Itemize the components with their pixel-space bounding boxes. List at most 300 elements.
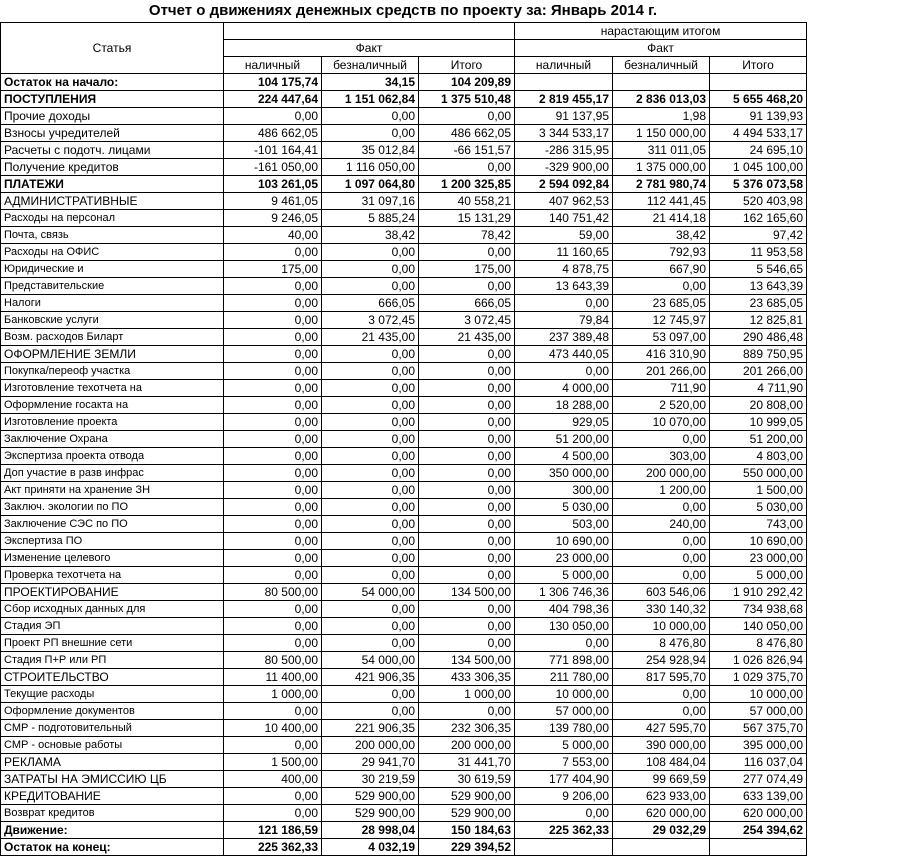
row-value: 0,00 — [419, 550, 515, 567]
table-row — [1, 618, 807, 635]
row-value: 0,00 — [224, 788, 322, 805]
row-value: 78,42 — [419, 227, 515, 244]
table-body — [1, 74, 807, 856]
row-value: 0,00 — [224, 108, 322, 125]
row-value: 225 362,33 — [515, 822, 613, 839]
row-value: 1 000,00 — [419, 686, 515, 703]
row-value: 620 000,00 — [613, 805, 710, 822]
row-value: 0,00 — [224, 533, 322, 550]
row-label: Доп участие в разв инфрас — [1, 465, 224, 482]
row-value: 0,00 — [419, 380, 515, 397]
row-value: 23 000,00 — [515, 550, 613, 567]
row-value: 2 781 980,74 — [613, 176, 710, 193]
row-value: 290 486,48 — [710, 329, 807, 346]
row-label: РЕКЛАМА — [1, 754, 224, 771]
row-value: 9 461,05 — [224, 193, 322, 210]
row-value: 3 072,45 — [322, 312, 419, 329]
row-value — [710, 74, 807, 91]
row-label: ПОСТУПЛЕНИЯ — [1, 91, 224, 108]
table-row — [1, 550, 807, 567]
row-value: 221 906,35 — [322, 720, 419, 737]
row-value: 0,00 — [419, 703, 515, 720]
row-value: 0,00 — [224, 414, 322, 431]
row-value: 9 206,00 — [515, 788, 613, 805]
row-label: Экспертиза проекта отвода — [1, 448, 224, 465]
row-value: 666,05 — [322, 295, 419, 312]
row-value: 0,00 — [419, 618, 515, 635]
row-value: 666,05 — [419, 295, 515, 312]
row-value: 54 000,00 — [322, 584, 419, 601]
row-value: 1 026 826,94 — [710, 652, 807, 669]
row-value: 1 375 510,48 — [419, 91, 515, 108]
row-label: СТРОИТЕЛЬСТВО — [1, 669, 224, 686]
row-value: 277 074,49 — [710, 771, 807, 788]
row-value: 91 139,93 — [710, 108, 807, 125]
row-value: 0,00 — [224, 448, 322, 465]
row-value: 0,00 — [419, 397, 515, 414]
table-row — [1, 278, 807, 295]
row-value: 433 306,35 — [419, 669, 515, 686]
row-value: 10 000,00 — [613, 618, 710, 635]
row-value: 224 447,64 — [224, 91, 322, 108]
row-value: 30 219,59 — [322, 771, 419, 788]
row-value: 21 435,00 — [419, 329, 515, 346]
row-value: 0,00 — [419, 278, 515, 295]
row-value: 0,00 — [224, 805, 322, 822]
row-value: 240,00 — [613, 516, 710, 533]
table-row — [1, 482, 807, 499]
row-value: 0,00 — [613, 431, 710, 448]
row-value: 11 953,58 — [710, 244, 807, 261]
row-label: Почта, связь — [1, 227, 224, 244]
row-label: Банковские услуги — [1, 312, 224, 329]
row-value: 175,00 — [419, 261, 515, 278]
row-value: 51 200,00 — [710, 431, 807, 448]
row-value: 38,42 — [613, 227, 710, 244]
row-label: Расходы на персонал — [1, 210, 224, 227]
header-col-noncash: безналичный — [322, 57, 419, 74]
row-value: 0,00 — [322, 482, 419, 499]
row-value: 4 500,00 — [515, 448, 613, 465]
row-value: 0,00 — [224, 737, 322, 754]
row-value: 1 910 292,42 — [710, 584, 807, 601]
row-value: 9 246,05 — [224, 210, 322, 227]
row-label: СМР - основые работы — [1, 737, 224, 754]
row-value: 201 266,00 — [613, 363, 710, 380]
row-value: 201 266,00 — [710, 363, 807, 380]
row-label: Сбор исходных данных для — [1, 601, 224, 618]
row-value: 20 808,00 — [710, 397, 807, 414]
row-value: 400,00 — [224, 771, 322, 788]
row-value: 0,00 — [419, 567, 515, 584]
table-row — [1, 533, 807, 550]
row-label: Расчеты с подотч. лицами — [1, 142, 224, 159]
row-value: 80 500,00 — [224, 584, 322, 601]
row-value: 31 097,16 — [322, 193, 419, 210]
table-row — [1, 91, 807, 108]
row-value: 4 711,90 — [710, 380, 807, 397]
table-row — [1, 329, 807, 346]
row-value: 23 685,05 — [613, 295, 710, 312]
row-value: 0,00 — [613, 499, 710, 516]
row-value: 12 825,81 — [710, 312, 807, 329]
row-value: 330 140,32 — [613, 601, 710, 618]
row-value: 311 011,05 — [613, 142, 710, 159]
row-value: 0,00 — [224, 703, 322, 720]
row-value: 177 404,90 — [515, 771, 613, 788]
table-row — [1, 669, 807, 686]
row-value: 134 500,00 — [419, 584, 515, 601]
table-row — [1, 346, 807, 363]
row-value: 91 137,95 — [515, 108, 613, 125]
row-value: 711,90 — [613, 380, 710, 397]
table-row — [1, 635, 807, 652]
row-value: 59,00 — [515, 227, 613, 244]
table-row — [1, 703, 807, 720]
header-col-cash: наличный — [224, 57, 322, 74]
table-row — [1, 584, 807, 601]
table-row — [1, 363, 807, 380]
row-value: 1 116 050,00 — [322, 159, 419, 176]
table-row — [1, 788, 807, 805]
cash-flow-table — [0, 22, 807, 856]
row-value: 5 030,00 — [515, 499, 613, 516]
row-value: 24 695,10 — [710, 142, 807, 159]
row-value: 30 619,59 — [419, 771, 515, 788]
row-value: 4 878,75 — [515, 261, 613, 278]
row-value: 0,00 — [613, 567, 710, 584]
row-value: 0,00 — [224, 635, 322, 652]
row-label: Получение кредитов — [1, 159, 224, 176]
row-value: 0,00 — [224, 567, 322, 584]
row-value: -66 151,57 — [419, 142, 515, 159]
row-value: 416 310,90 — [613, 346, 710, 363]
row-value: 1 150 000,00 — [613, 125, 710, 142]
row-label: Остаток на конец: — [1, 839, 224, 856]
table-row — [1, 210, 807, 227]
row-value: 5 000,00 — [515, 567, 613, 584]
row-value: 80 500,00 — [224, 652, 322, 669]
row-value — [613, 839, 710, 856]
row-value: 40,00 — [224, 227, 322, 244]
row-value: 200 000,00 — [322, 737, 419, 754]
row-value: 771 898,00 — [515, 652, 613, 669]
row-value: 0,00 — [322, 533, 419, 550]
row-value: 529 900,00 — [419, 805, 515, 822]
row-value: 0,00 — [322, 703, 419, 720]
row-value: 10 070,00 — [613, 414, 710, 431]
row-value: 99 669,59 — [613, 771, 710, 788]
row-value: 350 000,00 — [515, 465, 613, 482]
row-value: 0,00 — [224, 499, 322, 516]
table-row — [1, 295, 807, 312]
row-value: 229 394,52 — [419, 839, 515, 856]
row-value: 8 476,80 — [613, 635, 710, 652]
header-fact-period: Факт — [224, 40, 515, 57]
row-value: 0,00 — [322, 550, 419, 567]
row-value: 12 745,97 — [613, 312, 710, 329]
row-value: 0,00 — [322, 278, 419, 295]
row-value: 486 662,05 — [419, 125, 515, 142]
row-value: -286 315,95 — [515, 142, 613, 159]
row-value: 0,00 — [515, 363, 613, 380]
row-value: 200 000,00 — [419, 737, 515, 754]
table-row — [1, 244, 807, 261]
row-value: 395 000,00 — [710, 737, 807, 754]
row-value: 473 440,05 — [515, 346, 613, 363]
row-value: 0,00 — [515, 635, 613, 652]
row-value: 1,98 — [613, 108, 710, 125]
row-value: 21 435,00 — [322, 329, 419, 346]
row-value: 2 836 013,03 — [613, 91, 710, 108]
row-label: ЗАТРАТЫ НА ЭМИССИЮ ЦБ — [1, 771, 224, 788]
row-value: 28 998,04 — [322, 822, 419, 839]
row-value: 5 376 073,58 — [710, 176, 807, 193]
row-value: 603 546,06 — [613, 584, 710, 601]
row-label: Акт приняти на хранение ЗН — [1, 482, 224, 499]
table-row — [1, 397, 807, 414]
table-row — [1, 142, 807, 159]
row-value: 1 500,00 — [224, 754, 322, 771]
row-label: Заключение СЭС по ПО — [1, 516, 224, 533]
row-value: 53 097,00 — [613, 329, 710, 346]
row-value: 0,00 — [419, 465, 515, 482]
row-label: Движение: — [1, 822, 224, 839]
row-value: 140 050,00 — [710, 618, 807, 635]
row-value: 0,00 — [224, 244, 322, 261]
table-row — [1, 108, 807, 125]
row-value: 2 520,00 — [613, 397, 710, 414]
row-value: 34,15 — [322, 74, 419, 91]
row-label: Прочие доходы — [1, 108, 224, 125]
row-value: 0,00 — [613, 533, 710, 550]
row-value: 623 933,00 — [613, 788, 710, 805]
table-row — [1, 805, 807, 822]
table-row — [1, 754, 807, 771]
table-row — [1, 601, 807, 618]
row-value: 0,00 — [515, 295, 613, 312]
table-row — [1, 227, 807, 244]
header-col-cum-cash: наличный — [515, 57, 613, 74]
row-value: 57 000,00 — [515, 703, 613, 720]
row-value: 743,00 — [710, 516, 807, 533]
header-blank — [224, 23, 515, 40]
row-label: СМР - подготовительный — [1, 720, 224, 737]
row-value: 0,00 — [322, 414, 419, 431]
row-value: 0,00 — [224, 363, 322, 380]
row-value: 0,00 — [224, 550, 322, 567]
row-value: -161 050,00 — [224, 159, 322, 176]
row-value: 550 000,00 — [710, 465, 807, 482]
row-value: 1 375 000,00 — [613, 159, 710, 176]
header-col-cum-total: Итого — [710, 57, 807, 74]
header-fact-cumulative: Факт — [515, 40, 807, 57]
table-row — [1, 499, 807, 516]
row-value: 0,00 — [419, 414, 515, 431]
row-value: 0,00 — [613, 686, 710, 703]
row-value: 503,00 — [515, 516, 613, 533]
row-value: 0,00 — [322, 448, 419, 465]
table-row — [1, 261, 807, 278]
table-row — [1, 176, 807, 193]
row-value — [710, 839, 807, 856]
row-value: 0,00 — [224, 380, 322, 397]
row-value: 1 500,00 — [710, 482, 807, 499]
row-value: -101 164,41 — [224, 142, 322, 159]
table-row — [1, 414, 807, 431]
row-value: 5 885,24 — [322, 210, 419, 227]
table-row — [1, 737, 807, 754]
row-value: 29 941,70 — [322, 754, 419, 771]
row-value: 104 209,89 — [419, 74, 515, 91]
row-label: Оформление документов — [1, 703, 224, 720]
row-value: 211 780,00 — [515, 669, 613, 686]
row-value: 2 819 455,17 — [515, 91, 613, 108]
row-value: 18 288,00 — [515, 397, 613, 414]
row-value: 23 685,05 — [710, 295, 807, 312]
row-value: 529 900,00 — [322, 805, 419, 822]
table-row — [1, 720, 807, 737]
row-label: Проект РП внешние сети — [1, 635, 224, 652]
row-value: 0,00 — [322, 363, 419, 380]
row-value: 79,84 — [515, 312, 613, 329]
row-value: 0,00 — [419, 516, 515, 533]
row-label: Проверка техотчета на — [1, 567, 224, 584]
row-value: 121 186,59 — [224, 822, 322, 839]
row-value: 0,00 — [322, 465, 419, 482]
row-value — [515, 839, 613, 856]
table-row — [1, 839, 807, 856]
row-value: 175,00 — [224, 261, 322, 278]
row-value: 0,00 — [322, 380, 419, 397]
row-value: 116 037,04 — [710, 754, 807, 771]
row-value: 5 000,00 — [710, 567, 807, 584]
row-value: 0,00 — [322, 635, 419, 652]
row-value: 734 938,68 — [710, 601, 807, 618]
row-value: 567 375,70 — [710, 720, 807, 737]
row-value: 0,00 — [419, 108, 515, 125]
row-value: 529 900,00 — [322, 788, 419, 805]
row-value: 10 690,00 — [710, 533, 807, 550]
row-value: 97,42 — [710, 227, 807, 244]
row-value: 134 500,00 — [419, 652, 515, 669]
row-value: 407 962,53 — [515, 193, 613, 210]
table-row — [1, 448, 807, 465]
row-value: 0,00 — [515, 805, 613, 822]
row-label: ПЛАТЕЖИ — [1, 176, 224, 193]
row-label: Заключение Охрана — [1, 431, 224, 448]
row-label: Возм. расходов Биларт — [1, 329, 224, 346]
row-value: 103 261,05 — [224, 176, 322, 193]
row-value: 0,00 — [224, 465, 322, 482]
row-value: 162 165,60 — [710, 210, 807, 227]
row-label: Возврат кредитов — [1, 805, 224, 822]
row-value: 0,00 — [322, 244, 419, 261]
row-value: 139 780,00 — [515, 720, 613, 737]
row-label: ОФОРМЛЕНИЕ ЗЕМЛИ — [1, 346, 224, 363]
row-value: 0,00 — [224, 397, 322, 414]
row-value: 633 139,00 — [710, 788, 807, 805]
row-value: 520 403,98 — [710, 193, 807, 210]
row-value: 11 160,65 — [515, 244, 613, 261]
row-value: 1 097 064,80 — [322, 176, 419, 193]
row-value: 1 306 746,36 — [515, 584, 613, 601]
row-value: 303,00 — [613, 448, 710, 465]
row-value: 0,00 — [613, 550, 710, 567]
row-value: 140 751,42 — [515, 210, 613, 227]
row-value: 130 050,00 — [515, 618, 613, 635]
row-value: 1 029 375,70 — [710, 669, 807, 686]
row-value: 5 546,65 — [710, 261, 807, 278]
row-value: 232 306,35 — [419, 720, 515, 737]
row-value: 38,42 — [322, 227, 419, 244]
row-label: Расходы на ОФИС — [1, 244, 224, 261]
row-label: Представительские — [1, 278, 224, 295]
row-value — [515, 74, 613, 91]
row-value: 4 032,19 — [322, 839, 419, 856]
row-value: 11 400,00 — [224, 669, 322, 686]
header-statya: Статья — [1, 23, 224, 74]
row-label: Остаток на начало: — [1, 74, 224, 91]
row-value — [613, 74, 710, 91]
row-label: Покупка/переоф участка — [1, 363, 224, 380]
row-value: 4 000,00 — [515, 380, 613, 397]
row-value: 29 032,29 — [613, 822, 710, 839]
row-value: 0,00 — [419, 431, 515, 448]
row-value: 5 030,00 — [710, 499, 807, 516]
row-value: 51 200,00 — [515, 431, 613, 448]
table-row — [1, 74, 807, 91]
table-row — [1, 567, 807, 584]
row-label: Взносы учредителей — [1, 125, 224, 142]
row-value: 0,00 — [224, 516, 322, 533]
row-value: 421 906,35 — [322, 669, 419, 686]
row-label: АДМИНИСТРАТИВНЫЕ — [1, 193, 224, 210]
row-label: Налоги — [1, 295, 224, 312]
row-value: 0,00 — [322, 125, 419, 142]
table-row — [1, 652, 807, 669]
header-cumulative: нарастающим итогом — [515, 23, 807, 40]
row-value: 0,00 — [322, 567, 419, 584]
row-value: 792,93 — [613, 244, 710, 261]
row-value: 1 151 062,84 — [322, 91, 419, 108]
report-title: Отчет о движениях денежных средств по проекту за: Январь 2014 г. — [148, 2, 658, 19]
row-value: 0,00 — [322, 346, 419, 363]
row-value: 200 000,00 — [613, 465, 710, 482]
row-value: 35 012,84 — [322, 142, 419, 159]
row-value: 1 000,00 — [224, 686, 322, 703]
row-value: 0,00 — [419, 499, 515, 516]
row-value: 8 476,80 — [710, 635, 807, 652]
row-value: 7 553,00 — [515, 754, 613, 771]
row-value: 5 655 468,20 — [710, 91, 807, 108]
table-row — [1, 380, 807, 397]
row-value: 929,05 — [515, 414, 613, 431]
row-value: 0,00 — [419, 363, 515, 380]
row-value: 667,90 — [613, 261, 710, 278]
row-value: 237 389,48 — [515, 329, 613, 346]
row-value: 21 414,18 — [613, 210, 710, 227]
row-value: 0,00 — [322, 686, 419, 703]
row-value: 0,00 — [322, 499, 419, 516]
table-row — [1, 465, 807, 482]
row-label: ПРОЕКТИРОВАНИЕ — [1, 584, 224, 601]
table-row — [1, 159, 807, 176]
row-value: 889 750,95 — [710, 346, 807, 363]
row-value: 10 400,00 — [224, 720, 322, 737]
row-value: 10 000,00 — [710, 686, 807, 703]
row-value: 0,00 — [224, 329, 322, 346]
